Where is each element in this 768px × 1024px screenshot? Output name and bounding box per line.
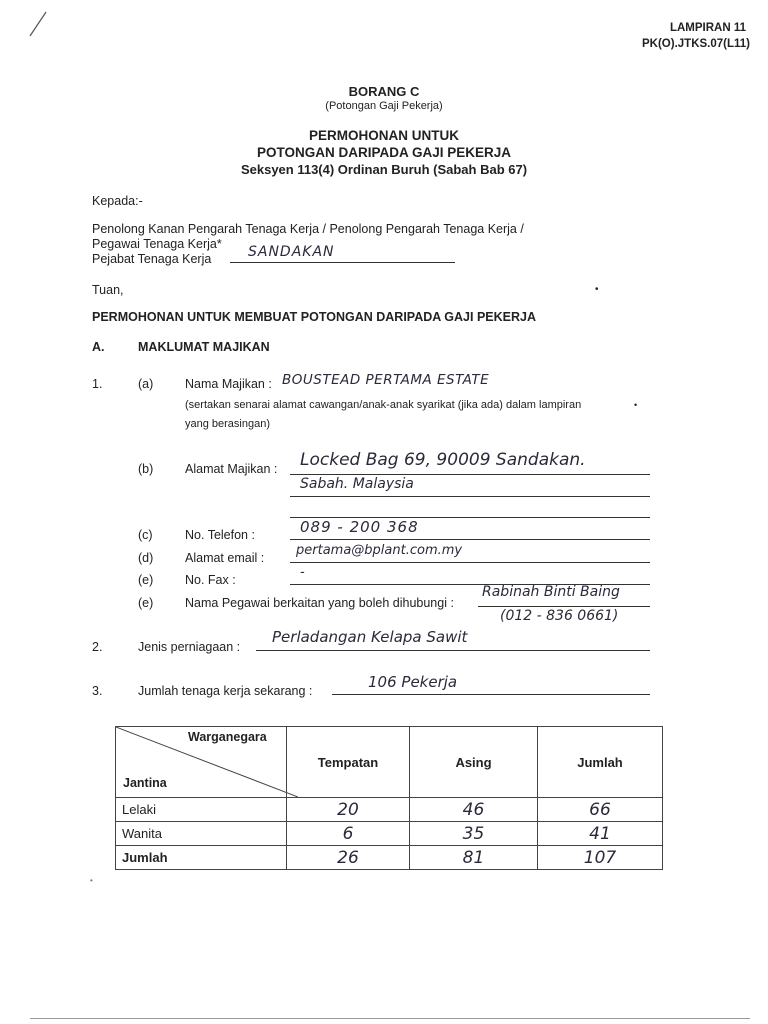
- table-cell: 66: [538, 798, 663, 822]
- table-cell: 20: [287, 798, 410, 822]
- corner-warganegara: Warganegara: [188, 730, 267, 744]
- nama-majikan-note-2: yang berasingan): [185, 418, 271, 430]
- pegawai-value-1: Rabinah Binti Baing: [482, 584, 620, 600]
- table-row: [116, 846, 663, 870]
- nama-majikan-note-1: (sertakan senarai alamat cawangan/anak-anak syarikat (jika ada) dalam lampiran: [185, 399, 582, 411]
- pegawai-value-2: (012 - 836 0661): [500, 608, 619, 624]
- table-header-row: [116, 727, 663, 798]
- row-label: Lelaki: [116, 798, 287, 822]
- item-c-tag: (c): [138, 528, 153, 542]
- borang-subtitle: (Potongan Gaji Pekerja): [325, 100, 443, 112]
- item-e-tag: (e): [138, 573, 154, 587]
- table-cell: 46: [410, 798, 538, 822]
- table-row: [116, 798, 663, 822]
- pejabat-label: Pejabat Tenaga Kerja: [92, 252, 212, 266]
- item-d-tag: (d): [138, 551, 154, 565]
- telefon-label: No. Telefon :: [185, 528, 255, 542]
- nama-majikan-value: BOUSTEAD PERTAMA ESTATE: [282, 372, 490, 388]
- item-3-number: 3.: [92, 684, 103, 698]
- fax-label: No. Fax :: [185, 573, 236, 587]
- lampiran-label: LAMPIRAN 11: [669, 22, 746, 34]
- title-line-2: POTONGAN DARIPADA GAJI PEKERJA: [256, 145, 512, 160]
- dot-mark-3: •: [90, 876, 93, 885]
- table-cell: 6: [287, 822, 410, 846]
- borang-title: BORANG C: [348, 84, 420, 99]
- page-bottom-rule: [30, 1018, 750, 1019]
- table-cell: 26: [287, 846, 410, 870]
- section-a-title: MAKLUMAT MAJIKAN: [138, 340, 270, 354]
- table-cell: 35: [410, 822, 538, 846]
- telefon-underline: [290, 539, 650, 540]
- subject-heading: PERMOHONAN UNTUK MEMBUAT POTONGAN DARIPADA GAJI PEKERJA: [92, 310, 537, 324]
- tuan-label: Tuan,: [92, 283, 124, 297]
- item-2-number: 2.: [92, 640, 103, 654]
- table-cell: 107: [538, 846, 663, 870]
- telefon-value: 089 - 200 368: [300, 518, 419, 536]
- fax-value: -: [300, 565, 305, 580]
- item-b-tag: (b): [138, 462, 154, 476]
- col-header-asing: Asing: [410, 727, 538, 798]
- item-a-tag: (a): [138, 377, 154, 391]
- pegawai-label: Nama Pegawai berkaitan yang boleh dihubungi :: [185, 596, 454, 610]
- jumlah-underline: [332, 694, 650, 695]
- dot-mark-2: •: [634, 400, 638, 410]
- nama-majikan-label: Nama Majikan :: [185, 377, 272, 391]
- title-line-1: PERMOHONAN UNTUK: [309, 128, 459, 143]
- address-line-1: Penolong Kanan Pengarah Tenaga Kerja / Penolong Pengarah Tenaga Kerja /: [92, 222, 524, 236]
- email-value: pertama@bplant.com.my: [296, 543, 463, 558]
- ref-code: PK(O).JTKS.07(L11): [642, 38, 750, 50]
- workforce-table: [115, 726, 663, 870]
- pejabat-underline: [230, 262, 455, 263]
- table-cell: 41: [538, 822, 663, 846]
- email-underline: [290, 562, 650, 563]
- jumlah-tenaga-label: Jumlah tenaga kerja sekarang :: [138, 684, 313, 698]
- jumlah-tenaga-value: 106 Pekerja: [368, 673, 458, 691]
- item-e2-tag: (e): [138, 596, 154, 610]
- alamat-value-1: Locked Bag 69, 90009 Sandakan.: [300, 450, 586, 470]
- pejabat-value: SANDAKAN: [248, 244, 335, 260]
- alamat-majikan-label: Alamat Majikan :: [185, 462, 278, 476]
- corner-jantina: Jantina: [123, 776, 167, 790]
- row-label: Wanita: [116, 822, 287, 846]
- col-header-tempatan: Tempatan: [287, 727, 410, 798]
- title-line-3: Seksyen 113(4) Ordinan Buruh (Sabah Bab 67): [240, 162, 528, 177]
- jenis-perniagaan-value: Perladangan Kelapa Sawit: [272, 628, 468, 646]
- col-header-jumlah: Jumlah: [538, 727, 663, 798]
- row-label: Jumlah: [116, 846, 287, 870]
- jenis-underline: [256, 650, 650, 651]
- table-corner-cell: [116, 727, 287, 798]
- alamat-underline-2: [290, 496, 650, 497]
- kepada-label: Kepada:-: [92, 194, 143, 208]
- table-row: [116, 822, 663, 846]
- alamat-value-2: Sabah. Malaysia: [300, 476, 414, 492]
- dot-mark: •: [595, 284, 599, 295]
- email-label: Alamat email :: [185, 551, 265, 565]
- address-line-2: Pegawai Tenaga Kerja*: [92, 237, 222, 251]
- section-a-letter: A.: [92, 340, 105, 354]
- alamat-underline-1: [290, 474, 650, 475]
- pegawai-underline: [478, 606, 650, 607]
- item-1-number: 1.: [92, 377, 103, 391]
- jenis-perniagaan-label: Jenis perniagaan :: [138, 640, 241, 654]
- table-cell: 81: [410, 846, 538, 870]
- pen-mark: [28, 8, 52, 38]
